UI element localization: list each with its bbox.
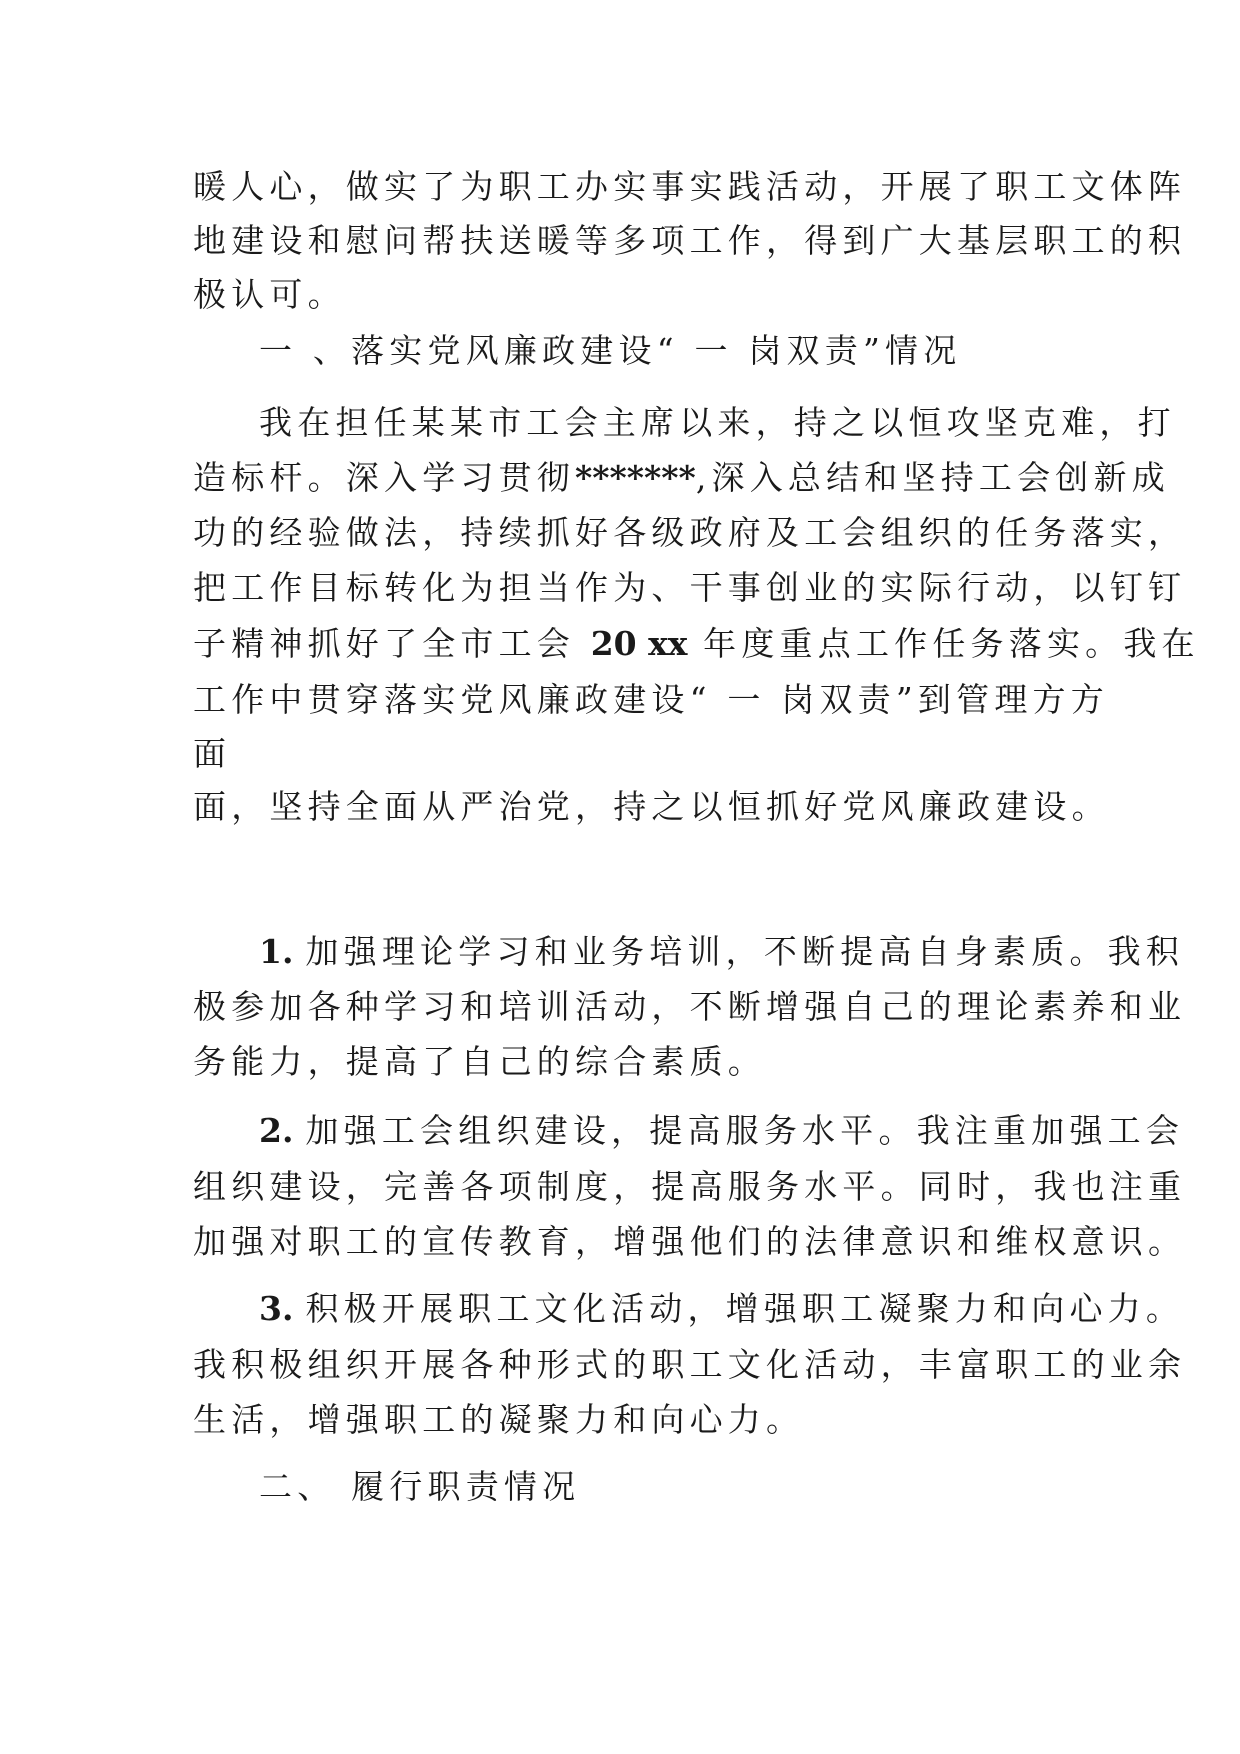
item-1-line-1	[259, 932, 1184, 972]
item-2-line-2: 组织建设，完善各项制度，提高服务水平。同时，我也注重	[193, 1167, 1187, 1206]
intro-line-3: 极认可。	[193, 275, 346, 314]
item-3-line-1-text: 积极开展职工文化活动，增强职工凝聚力和向心力。	[305, 1289, 1185, 1328]
item-2-line-1	[259, 1111, 1184, 1151]
section-1-p1-line-1: 我在担任某某市工会主席以来，持之以恒攻坚克难，打	[259, 403, 1176, 442]
intro-line-2: 地建设和慰问帮扶送暖等多项工作，得到广大基层职工的积	[193, 221, 1187, 260]
p1-line-2-text-b: ,深入总结和坚持工会创新成	[695, 458, 1170, 497]
p1-line-5-text-b: 年度重点工作任务落实。我在	[687, 624, 1200, 663]
section-1-p1-line-3: 功的经验做法，持续抓好各级政府及工会组织的任务落实，	[193, 513, 1187, 552]
section-1-p1-line-7: 面	[193, 734, 232, 773]
item-3-number: 3.	[259, 1289, 294, 1328]
intro-line-1: 暖人心，做实了为职工办实事实践活动，开展了职工文体阵	[193, 167, 1187, 206]
item-1-line-2: 极参加各种学习和培训活动，不断增强自己的理论素养和业	[193, 987, 1187, 1026]
section-1-p1-line-5	[193, 624, 1200, 664]
section-1-heading: 一 、落实党风廉政建设“ 一 岗双责”情况	[259, 331, 962, 370]
p1-line-5-text-a: 子精神抓好了全市工会	[193, 624, 591, 663]
item-2-number: 2.	[259, 1111, 294, 1150]
section-1-p1-line-8: 面，坚持全面从严治党，持之以恒抓好党风廉政建设。	[193, 787, 1110, 826]
item-2-line-3: 加强对职工的宣传教育，增强他们的法律意识和维权意识。	[193, 1222, 1187, 1261]
item-3-line-2: 我积极组织开展各种形式的职工文化活动，丰富职工的业余	[193, 1345, 1187, 1384]
item-1-line-1-text: 加强理论学习和业务培训，不断提高自身素质。我积	[305, 932, 1185, 971]
item-1-line-3: 务能力，提高了自己的综合素质。	[193, 1042, 766, 1081]
item-2-line-1-text: 加强工会组织建设，提高服务水平。我注重加强工会	[305, 1111, 1185, 1150]
section-1-p1-line-4: 把工作目标转化为担当作为、干事创业的实际行动，以钉钉	[193, 568, 1187, 607]
item-3-line-3: 生活，增强职工的凝聚力和向心力。	[193, 1400, 805, 1439]
item-3-line-1	[259, 1289, 1184, 1329]
section-2-heading: 二、 履行职责情况	[259, 1467, 581, 1506]
section-1-p1-line-6: 工作中贯穿落实党风廉政建设“ 一 岗双责”到管理方方	[193, 680, 1109, 719]
item-1-number: 1.	[259, 932, 294, 971]
redacted-mask: *******	[575, 458, 696, 497]
p1-line-2-text-a: 造标杆。深入学习贯彻	[193, 458, 575, 497]
year-text: 20 xx	[590, 624, 688, 663]
section-1-p1-line-2	[193, 458, 1170, 498]
